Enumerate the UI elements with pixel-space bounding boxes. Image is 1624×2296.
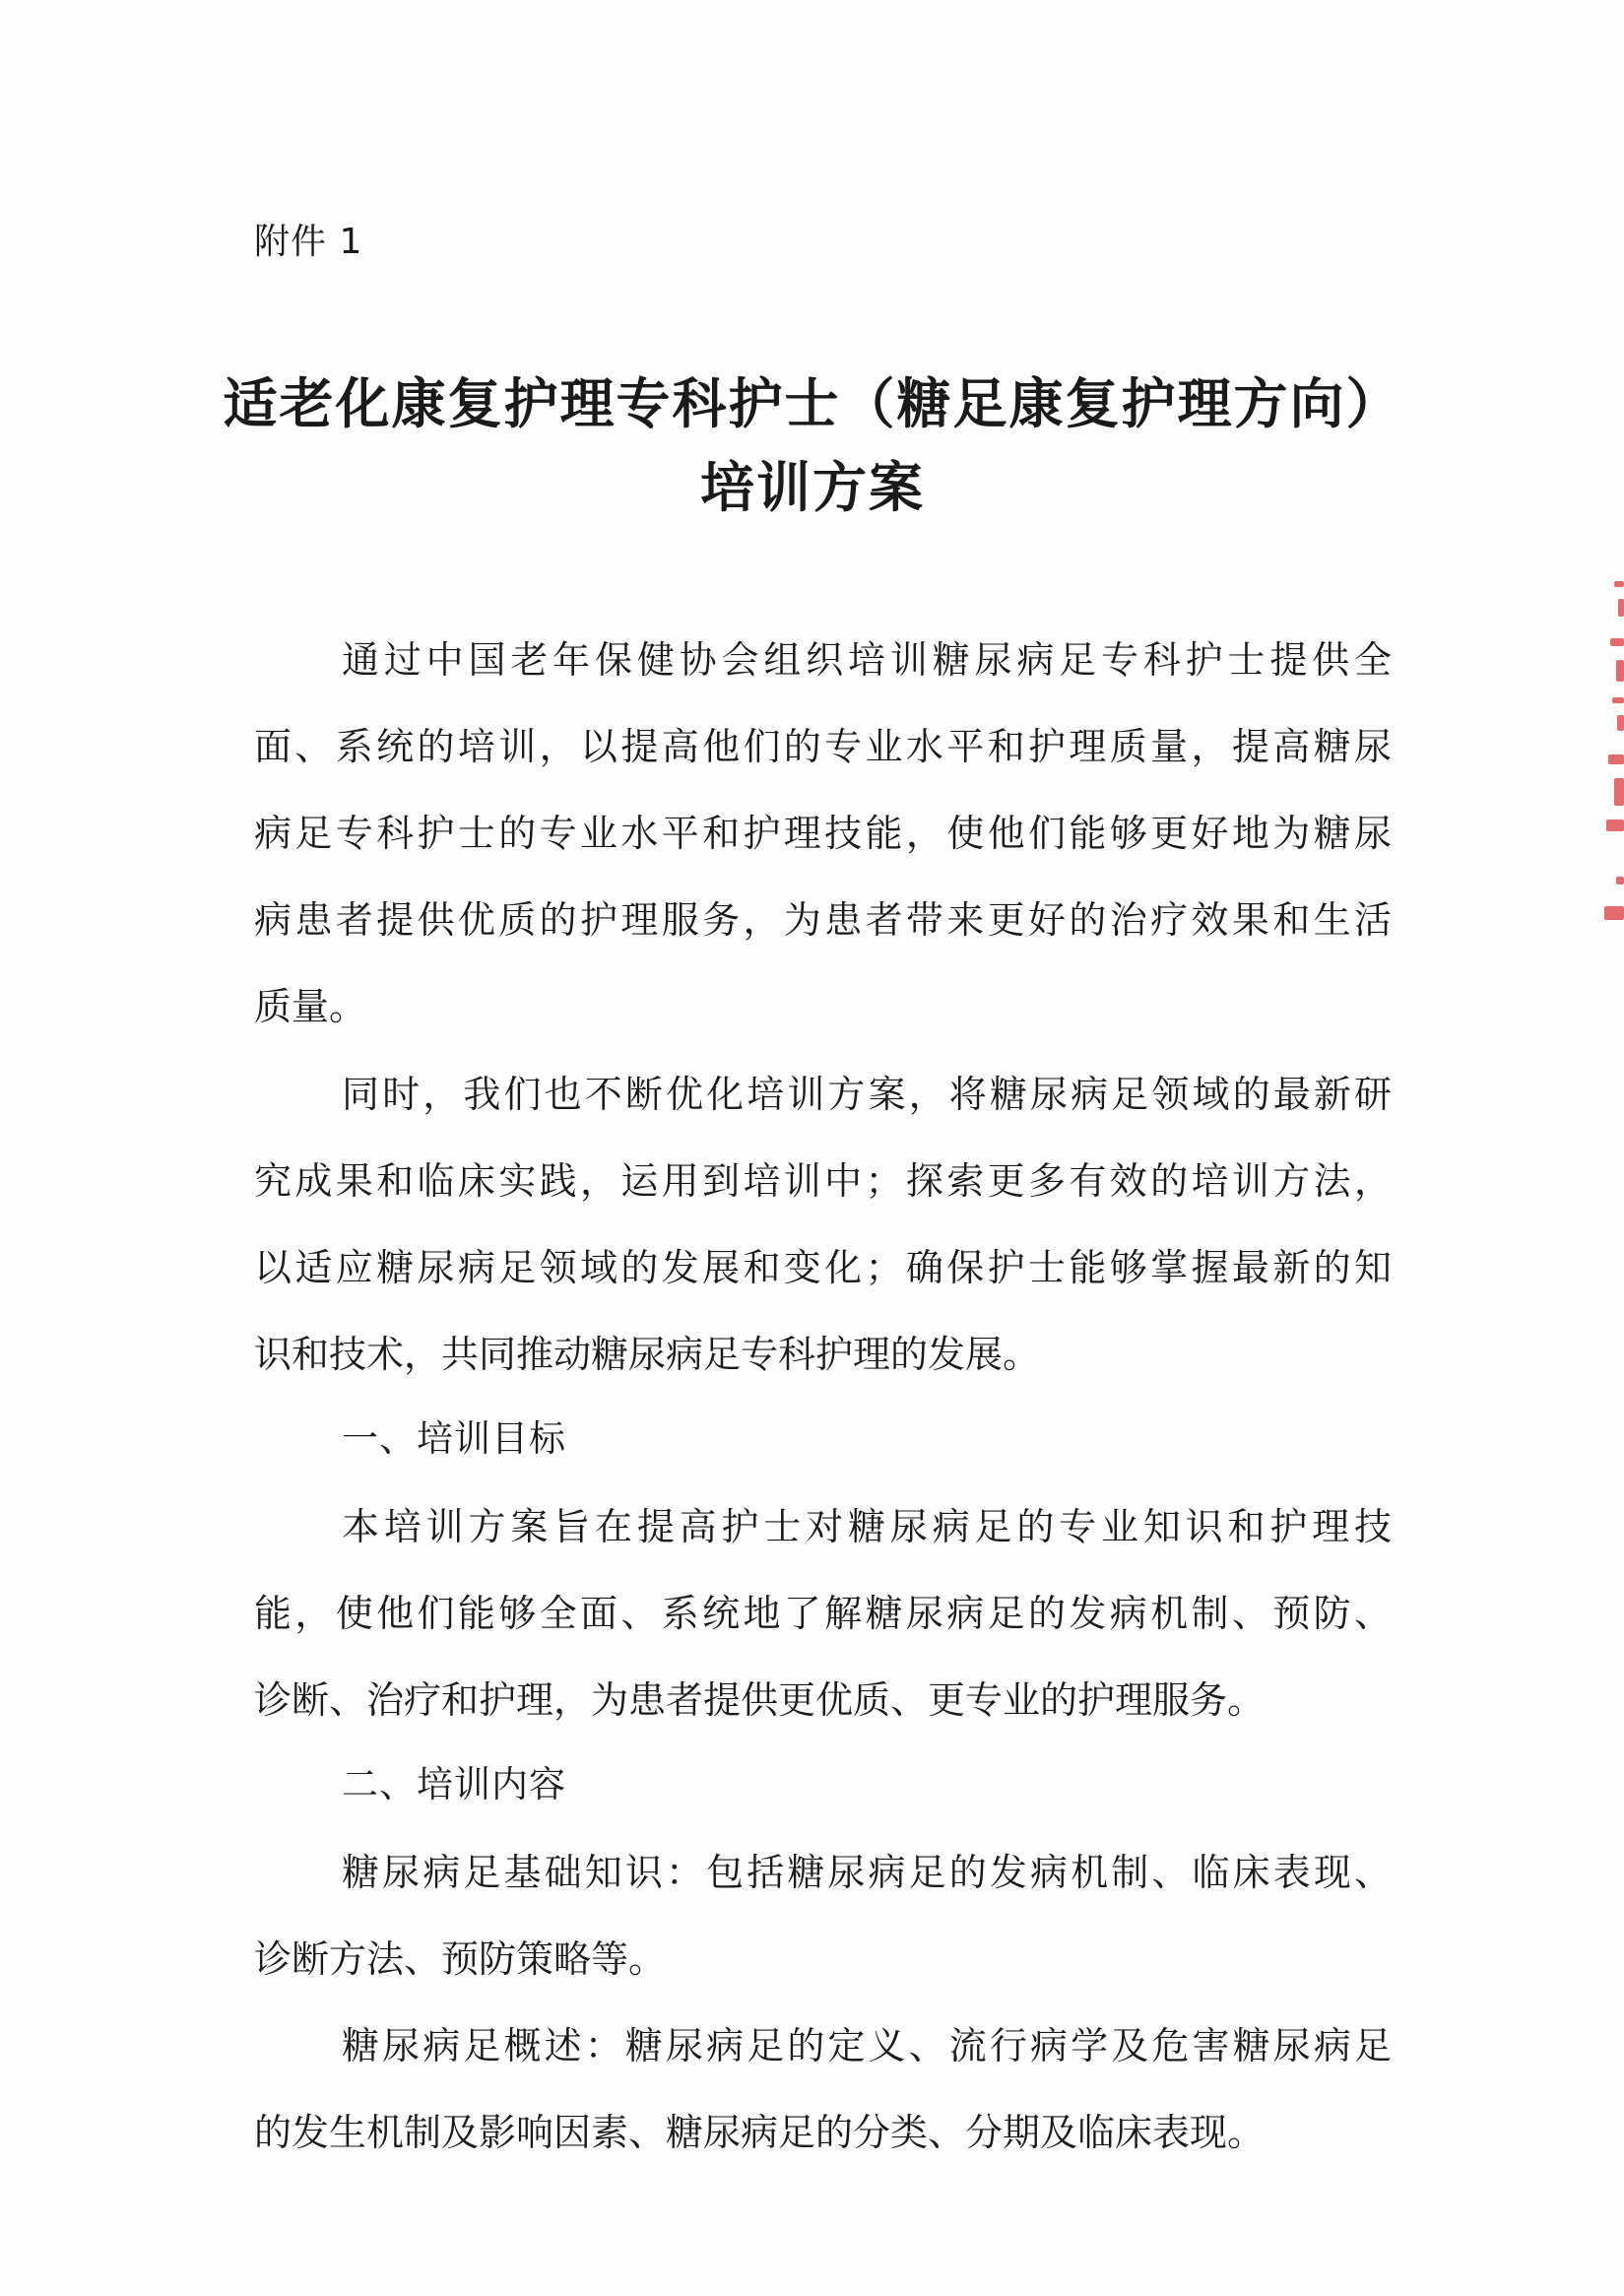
section-2-para-2-line-1: 糖尿病足概述：糖尿病足的定义、流行病学及危害糖尿病足 xyxy=(342,2024,1392,2067)
section-2-heading: 二、培训内容 xyxy=(342,1763,566,1805)
paragraph-1-line-3: 病足专科护士的专业水平和护理技能，使他们能够更好地为糖尿 xyxy=(254,812,1392,855)
section-1-line-3: 诊断、治疗和护理，为患者提供更优质、更专业的护理服务。 xyxy=(254,1678,1266,1722)
paragraph-2-line-4: 识和技术，共同推动糖尿病足专科护理的发展。 xyxy=(254,1333,1041,1376)
attachment-label: 附件 1 xyxy=(254,222,363,262)
document-title-line-1: 适老化康复护理专科护士（糖足康复护理方向） xyxy=(223,372,1402,435)
paragraph-1-line-5: 质量。 xyxy=(254,985,367,1028)
section-2-para-2-line-2: 的发生机制及影响因素、糖尿病足的分类、分期及临床表现。 xyxy=(254,2111,1266,2154)
paragraph-2-line-3: 以适应糖尿病足领域的发展和变化；确保护士能够掌握最新的知 xyxy=(254,1246,1392,1289)
paragraph-1-line-1: 通过中国老年保健协会组织培训糖尿病足专科护士提供全 xyxy=(342,638,1392,682)
section-2-para-1-line-2: 诊断方法、预防策略等。 xyxy=(254,1937,667,1981)
paragraph-1-line-4: 病患者提供优质的护理服务，为患者带来更好的治疗效果和生活 xyxy=(254,898,1392,942)
paragraph-2-line-1: 同时，我们也不断优化培训方案，将糖尿病足领域的最新研 xyxy=(342,1073,1392,1116)
section-2-para-1-line-1: 糖尿病足基础知识：包括糖尿病足的发病机制、临床表现、 xyxy=(342,1851,1392,1894)
document-title-line-2: 培训方案 xyxy=(699,456,925,519)
section-1-line-2: 能，使他们能够全面、系统地了解糖尿病足的发病机制、预防、 xyxy=(254,1592,1392,1635)
section-1-heading: 一、培训目标 xyxy=(342,1417,566,1460)
seal-stamp-fragment xyxy=(1588,581,1624,946)
paragraph-2-line-2: 究成果和临床实践，运用到培训中；探索更多有效的培训方法， xyxy=(254,1159,1392,1203)
paragraph-1-line-2: 面、系统的培训，以提高他们的专业水平和护理质量，提高糖尿 xyxy=(254,725,1392,768)
section-1-line-1: 本培训方案旨在提高护士对糖尿病足的专业知识和护理技 xyxy=(342,1505,1392,1548)
